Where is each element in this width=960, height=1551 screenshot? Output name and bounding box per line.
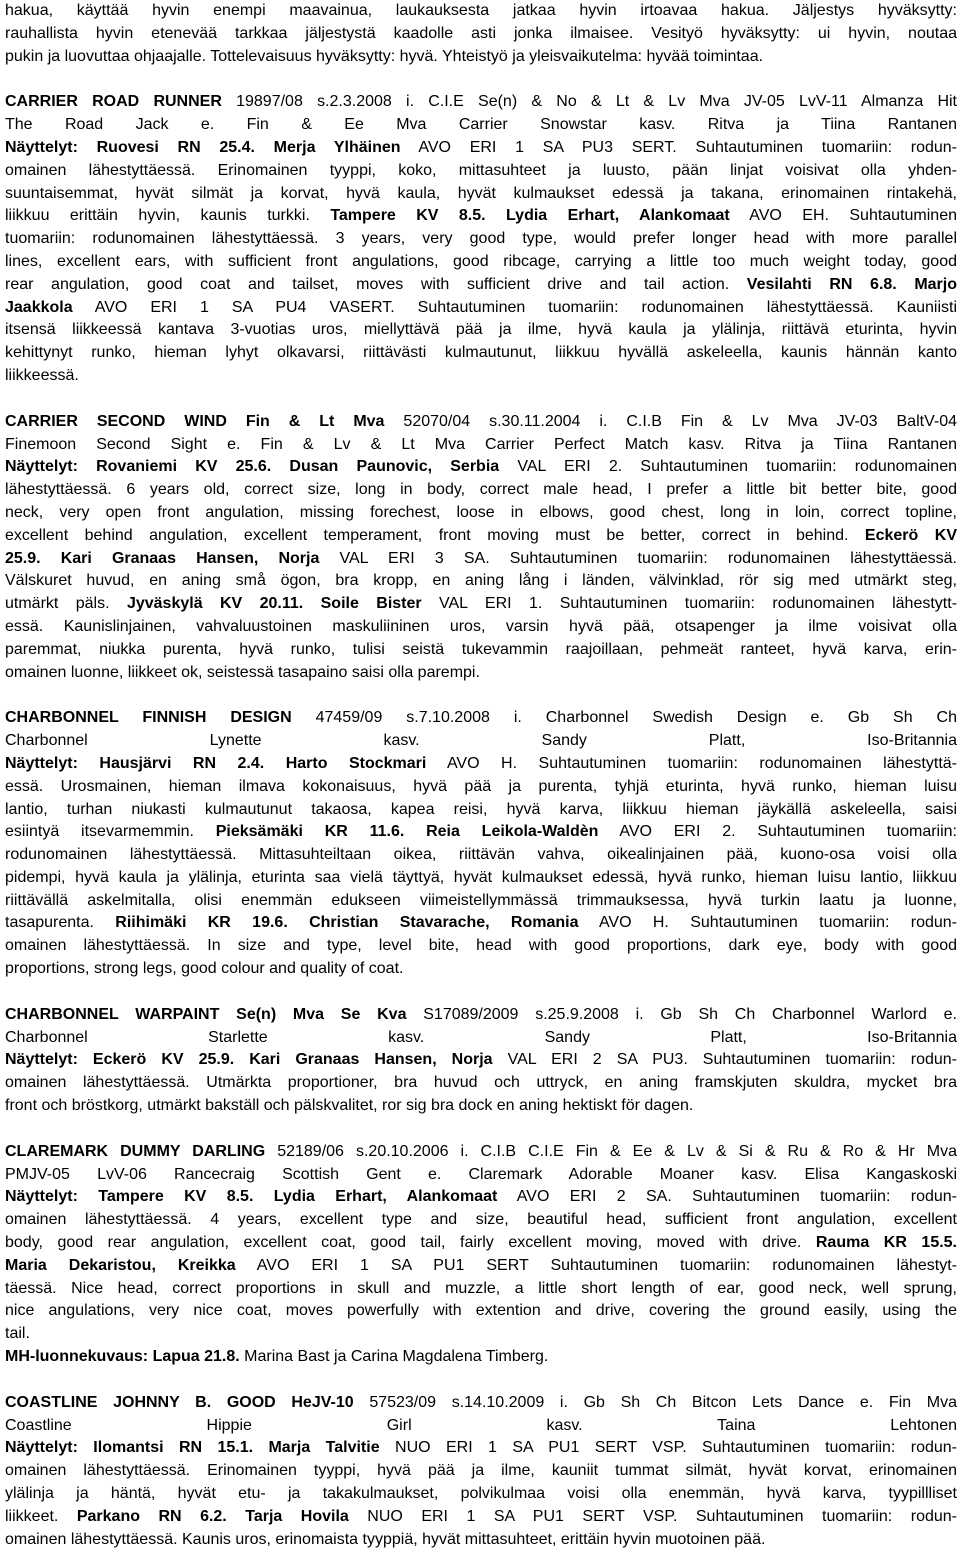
text-line (5, 502, 957, 525)
text-run: lähestyttäessä. 6 years old, correct size, long in body, correct male head, I prefer a little bit better bite, good (5, 481, 957, 499)
text-line (5, 662, 957, 685)
text-run: tasapurenta. (5, 914, 116, 932)
text-line (5, 1141, 957, 1164)
text-run: kehittynyt runko, hieman lyhyt olkavarsi, riittävästi kulmautunut, liikkuu hyvällä askeleella, kaunis hännän kanto (5, 344, 957, 362)
paragraph-gap (5, 388, 957, 411)
text-line (5, 205, 957, 228)
text-run: PMJV-05 LvV-06 Rancecraig Scottish Gent e. Claremark Adorable Moaner kasv. Elisa Kangaskoski (5, 1165, 957, 1183)
text-line (5, 342, 957, 365)
text-line (5, 799, 957, 822)
bold-run: 25.9. Kari Granaas Hansen, Norja (5, 549, 320, 567)
paragraph (5, 91, 957, 387)
text-line (5, 1232, 957, 1255)
text-run: omainen lähestyttäessä. 4 years, excellent type and size, beautiful head, sufficient front angulation, excellent (5, 1211, 957, 1229)
text-run: Välskuret huvud, en aning små ögon, bra kropp, en aning lång i länden, välvinklad, rör sig med utmärkt steg, (5, 572, 957, 590)
text-run: AVO ERI 2 SA. Suhtautuminen tuomariin: rodun- (497, 1188, 957, 1206)
bold-run: Näyttelyt: Hausjärvi RN 2.4. Harto Stockmari (5, 754, 427, 772)
text-run: Charbonnel Lynette kasv. Sandy Platt, Iso-Britannia (5, 732, 957, 750)
text-run: NUO ERI 1 SA PU1 SERT VSP. Suhtautuminen tuomariin: rodun- (379, 1439, 957, 1457)
text-line (5, 1392, 957, 1415)
paragraph (5, 1392, 957, 1551)
text-run: VAL ERI 1. Suhtautuminen tuomariin: rodunomainen lähestytt- (421, 595, 957, 613)
text-run: AVO ERI 1 SA PU3 SERT. Suhtautuminen tuomariin: rodun- (400, 138, 957, 156)
text-run: The Road Jack e. Fin & Ee Mva Carrier Snowstar kasv. Ritva ja Tiina Rantanen (5, 116, 957, 134)
text-run: VAL ERI 2 SA PU3. Suhtautuminen tuomariin: rodun- (492, 1051, 957, 1069)
paragraph-gap (5, 981, 957, 1004)
paragraph-gap (5, 68, 957, 91)
text-line (5, 1027, 957, 1050)
bold-run: Näyttelyt: Ilomantsi RN 15.1. Marja Talvitie (5, 1439, 380, 1457)
bold-run: Pieksämäki KR 11.6. Reia Leikola-Waldèn (215, 823, 599, 841)
text-run: 57523/09 s.14.10.2009 i. Gb Sh Ch Bitcon Lets Dance e. Fin Mva (353, 1393, 957, 1411)
text-line (5, 1300, 957, 1323)
text-line (5, 251, 957, 274)
bold-run: Näyttelyt: Rovaniemi KV 25.6. Dusan Paunovic, Serbia (5, 458, 500, 476)
text-run: tail. (5, 1325, 30, 1343)
text-line (5, 1278, 957, 1301)
text-line (5, 707, 957, 730)
text-run: omainen lähestyttäessä. Erinomainen tyyppi, hyvä pää ja ilme, kauniit tummat silmät, hyvät korvat, erinomainen (5, 1462, 957, 1480)
text-run: 47459/09 s.7.10.2008 i. Charbonnel Swedish Design e. Gb Sh Ch (291, 709, 957, 727)
bold-run: CARRIER SECOND WIND Fin & Lt Mva (5, 412, 385, 430)
bold-run: Rauma KR 15.5. (815, 1234, 957, 1252)
text-run: omainen luonne, liikkeet ok, seistessä tasapaino saisi olla parempi. (5, 663, 480, 681)
text-run: neck, very open front angulation, missing forechest, loose in elbows, good chest, long in loin, correct topline, (5, 503, 957, 521)
text-line (5, 753, 957, 776)
text-run: AVO ERI 1 SA PU4 VASERT. Suhtautuminen tuomariin: rodunomainen lähestyttäessä. Kauniisti (72, 298, 957, 316)
bold-run: Riihimäki KR 19.6. Christian Stavarache, Romania (115, 914, 579, 932)
text-line (5, 1049, 957, 1072)
text-line (5, 1072, 957, 1095)
text-line (5, 411, 957, 434)
text-run: liikkeessä. (5, 366, 79, 384)
text-line (5, 114, 957, 137)
text-line (5, 228, 957, 251)
text-line (5, 434, 957, 457)
text-run: itsensä liikkeessä kantava 3-vuotias uros, miellyttävä pää ja ilme, hyvä kaula ja ylälinja, riittävä eturinta, hyvin (5, 321, 957, 339)
text-run: NUO ERI 1 SA PU1 SERT VSP. Suhtautuminen tuomariin: rodun- (348, 1507, 957, 1525)
paragraph-gap (5, 1118, 957, 1141)
text-line (5, 1437, 957, 1460)
text-line (5, 297, 957, 320)
text-line (5, 1004, 957, 1027)
text-run: 52189/06 s.20.10.2006 i. C.I.B C.I.E Fin & Ee & Lv & Si & Ru & Ro & Hr Mva (265, 1142, 957, 1160)
text-run: S17089/2009 s.25.9.2008 i. Gb Sh Ch Charbonnel Warlord e. (406, 1005, 957, 1023)
bold-run: Vesilahti RN 6.8. Marjo (746, 275, 957, 293)
paragraph (5, 0, 957, 68)
text-run: lantio, turhan niukasti kulmautunut takaosa, kapea reisi, hyvä karva, liikkuu hieman jäykällä askeleella, saisi (5, 800, 957, 818)
bold-run: CARRIER ROAD RUNNER (5, 93, 222, 111)
text-run: tuomariin: rodunomainen lähestyttäessä. 3 years, very good type, would prefer longer head with more parallel (5, 230, 957, 248)
text-line (5, 160, 957, 183)
text-run: 19897/08 s.2.3.2008 i. C.I.E Se(n) & No & Lt & Lv Mva JV-05 LvV-11 Almanza Hit (221, 93, 957, 111)
text-line (5, 0, 957, 23)
bold-run: Näyttelyt: Tampere KV 8.5. Lydia Erhart, Alankomaat (5, 1188, 498, 1206)
bold-run: Jyväskylä KV 20.11. Soile Bister (126, 595, 422, 613)
text-run: Finemoon Second Sight e. Fin & Lv & Lt Mva Carrier Perfect Match kasv. Ritva ja Tiina Rantanen (5, 435, 957, 453)
text-run: AVO ERI 1 SA PU1 SERT Suhtautuminen tuomariin: rodunomainen lähestyt- (235, 1256, 957, 1274)
text-run: utmärkt päls. (5, 595, 127, 613)
bold-run: Tampere KV 8.5. Lydia Erhart, Alankomaat (330, 207, 730, 225)
text-line (5, 890, 957, 913)
text-line (5, 46, 957, 69)
bold-run: Maria Dekaristou, Kreikka (5, 1256, 236, 1274)
text-run: omainen lähestyttäessä. Utmärkta proportioner, bra huvud och uttryck, en aning framskjuten skuldra, mycket bra (5, 1074, 957, 1092)
text-line (5, 1506, 957, 1529)
text-line (5, 912, 957, 935)
text-run: Marina Bast ja Carina Magdalena Timberg. (239, 1348, 549, 1366)
text-line (5, 23, 957, 46)
document-page (5, 0, 957, 1551)
text-run: body, good rear angulation, excellent coat, good tail, fairly excellent moving, moved with drive. (5, 1234, 816, 1252)
paragraph (5, 1004, 957, 1118)
text-line (5, 456, 957, 479)
text-run: liikkeet. (5, 1507, 77, 1525)
text-run: liikkuu erittäin hyvin, kaunis turkki. (5, 207, 331, 225)
bold-run: CHARBONNEL WARPAINT Se(n) Mva Se Kva (5, 1005, 407, 1023)
text-run: hakua, käyttää hyvin enempi maavainua, laukauksesta jatkaa hyvin irtoavaa hakua. Jäljestys hyväksytty: (5, 2, 957, 19)
bold-run: MH-luonnekuvaus: Lapua 21.8. (5, 1348, 240, 1366)
text-line (5, 479, 957, 502)
text-run: omainen lähestyttäessä. Kaunis uros, erinomaista tyyppiä, hyvät mittasuhteet, erittäin hyvin muotoinen pää. (5, 1530, 766, 1548)
bold-run: CLAREMARK DUMMY DARLING (5, 1142, 266, 1160)
text-run: Coastline Hippie Girl kasv. Taina Lehtonen (5, 1416, 957, 1434)
text-line (5, 1255, 957, 1278)
text-line (5, 183, 957, 206)
paragraph (5, 1141, 957, 1369)
text-line (5, 958, 957, 981)
text-line (5, 570, 957, 593)
text-line (5, 935, 957, 958)
text-line (5, 639, 957, 662)
text-line (5, 1164, 957, 1187)
text-line (5, 844, 957, 867)
text-line (5, 319, 957, 342)
text-line (5, 593, 957, 616)
text-line (5, 1483, 957, 1506)
text-line (5, 548, 957, 571)
text-line (5, 1095, 957, 1118)
paragraph-gap (5, 684, 957, 707)
text-line (5, 821, 957, 844)
bold-run: Jaakkola (5, 298, 73, 316)
text-line (5, 91, 957, 114)
text-run: esiintyä itsevarmemmin. (5, 823, 216, 841)
text-line (5, 274, 957, 297)
text-line (5, 1209, 957, 1232)
text-line (5, 1529, 957, 1551)
text-run: AVO EH. Suhtautuminen (729, 207, 957, 225)
text-run: 52070/04 s.30.11.2004 i. C.I.B Fin & Lv Mva JV-03 BaltV-04 (384, 412, 957, 430)
text-line (5, 525, 957, 548)
text-run: proportions, strong legs, good colour and quality of coat. (5, 960, 404, 978)
text-line (5, 616, 957, 639)
bold-run: Näyttelyt: Ruovesi RN 25.4. Merja Ylhäinen (5, 138, 401, 156)
bold-run: Näyttelyt: Eckerö KV 25.9. Kari Granaas Hansen, Norja (5, 1051, 493, 1069)
text-run: täessä. Nice head, correct proportions in skull and muzzle, a little short length of ear, good neck, well sprung, (5, 1279, 957, 1297)
text-line (5, 776, 957, 799)
text-line (5, 1186, 957, 1209)
text-line (5, 730, 957, 753)
text-run: omainen lähestyttäessä. In size and type, level bite, head with good proportions, dark eye, body with good (5, 937, 957, 955)
paragraph (5, 707, 957, 981)
text-run: excellent behind angulation, excellent temperament, front moving must be better, correct in behind. (5, 526, 865, 544)
text-run: AVO ERI 2. Suhtautuminen tuomariin: (598, 823, 957, 841)
text-run: riittävällä askelmitalla, olisi enemmän edukseen viimeistellymmässä trimmauksessa, hyvä turkin laatu ja luonne, (5, 891, 957, 909)
bold-run: CHARBONNEL FINNISH DESIGN (5, 709, 292, 727)
text-run: suuntaisemmat, hyvät silmät ja korvat, hyvä kaula, hyvät kulmaukset edessä ja takana, erinomainen rintakehä, (5, 184, 957, 202)
text-run: VAL ERI 3 SA. Suhtautuminen tuomariin: rodunomainen lähestyttäessä. (319, 549, 957, 567)
text-run: VAL ERI 2. Suhtautuminen tuomariin: rodunomainen (499, 458, 957, 476)
text-run: AVO H. Suhtautuminen tuomariin: rodunomainen lähestyttä- (426, 754, 957, 772)
text-run: essä. Kaunislinjainen, vahvaluustoinen maskuliininen uros, varsin hyvä pää, otsapenger ja ilme voisivat olla (5, 617, 957, 635)
text-run: AVO H. Suhtautuminen tuomariin: rodun- (578, 914, 957, 932)
text-run: pidempi, hyvä kaula ja ylälinja, eturinta saa vielä täyttyä, hyvät kulmaukset edessä, hyvä runko, hieman luisu lantio, liikkuu (5, 868, 957, 886)
text-line (5, 137, 957, 160)
text-run: lines, excellent ears, with sufficient front angulations, good ribcage, carrying a little too much weight today, good (5, 252, 957, 270)
text-line (5, 867, 957, 890)
text-run: nice angulations, very nice coat, moves powerfully with extention and drive, covering the ground easily, using the (5, 1302, 957, 1320)
text-line (5, 1415, 957, 1438)
paragraph-gap (5, 1369, 957, 1392)
text-run: paremmat, niukka purenta, hyvä runko, tulisi seistä tukevammin raajoillaan, pehmeät ranteet, hyvä karva, erin- (5, 640, 957, 658)
text-run: Charbonnel Starlette kasv. Sandy Platt, Iso-Britannia (5, 1028, 957, 1046)
text-run: essä. Urosmainen, hieman ilmava kokonaisuus, hyvä pää ja purenta, tyhjä eturinta, hyvä runko, hieman luisu (5, 777, 957, 795)
text-line (5, 1346, 957, 1369)
bold-run: Parkano RN 6.2. Tarja Hovila (76, 1507, 349, 1525)
text-run: ylälinja ja häntä, hyvät etu- ja takakulmaukset, polvikulmaa voisi olla enemmän, hyvä karva, tyypillliset (5, 1485, 957, 1503)
bold-run: COASTLINE JOHNNY B. GOOD HeJV-10 (5, 1393, 354, 1411)
text-line (5, 365, 957, 388)
text-run: rauhallista hyvin etenevää tarkkaa jäljestystä kaadolle asti jonka ilmaisee. Vesityö hyväksytty: ui hyvin, noutaa (5, 24, 957, 42)
bold-run: Eckerö KV (864, 526, 957, 544)
text-run: omainen lähestyttäessä. Erinomainen tyyppi, koko, mittasuhteet ja luusto, pään linjat voisivat olla yhden- (5, 161, 957, 179)
text-line (5, 1460, 957, 1483)
text-run: rodunomainen lähestyttäessä. Mittasuhteiltaan oikea, riittävän vahva, oikealinjainen pää, kuono-osa voisi olla (5, 846, 957, 864)
text-run: pukin ja luovuttaa ohjaajalle. Tottelevaisuus hyväksytty: hyvä. Yhteistyö ja yleisvaikutelma: hyvää toimintaa. (5, 47, 764, 65)
paragraph (5, 411, 957, 685)
text-run: rear angulation, good coat and tailset, moves with sufficient drive and tail action. (5, 275, 747, 293)
text-run: front och bröstkorg, utmärkt bakställ och pälskvalitet, ror sig bra dock en aning hektiskt för dagen. (5, 1097, 694, 1115)
text-line (5, 1323, 957, 1346)
